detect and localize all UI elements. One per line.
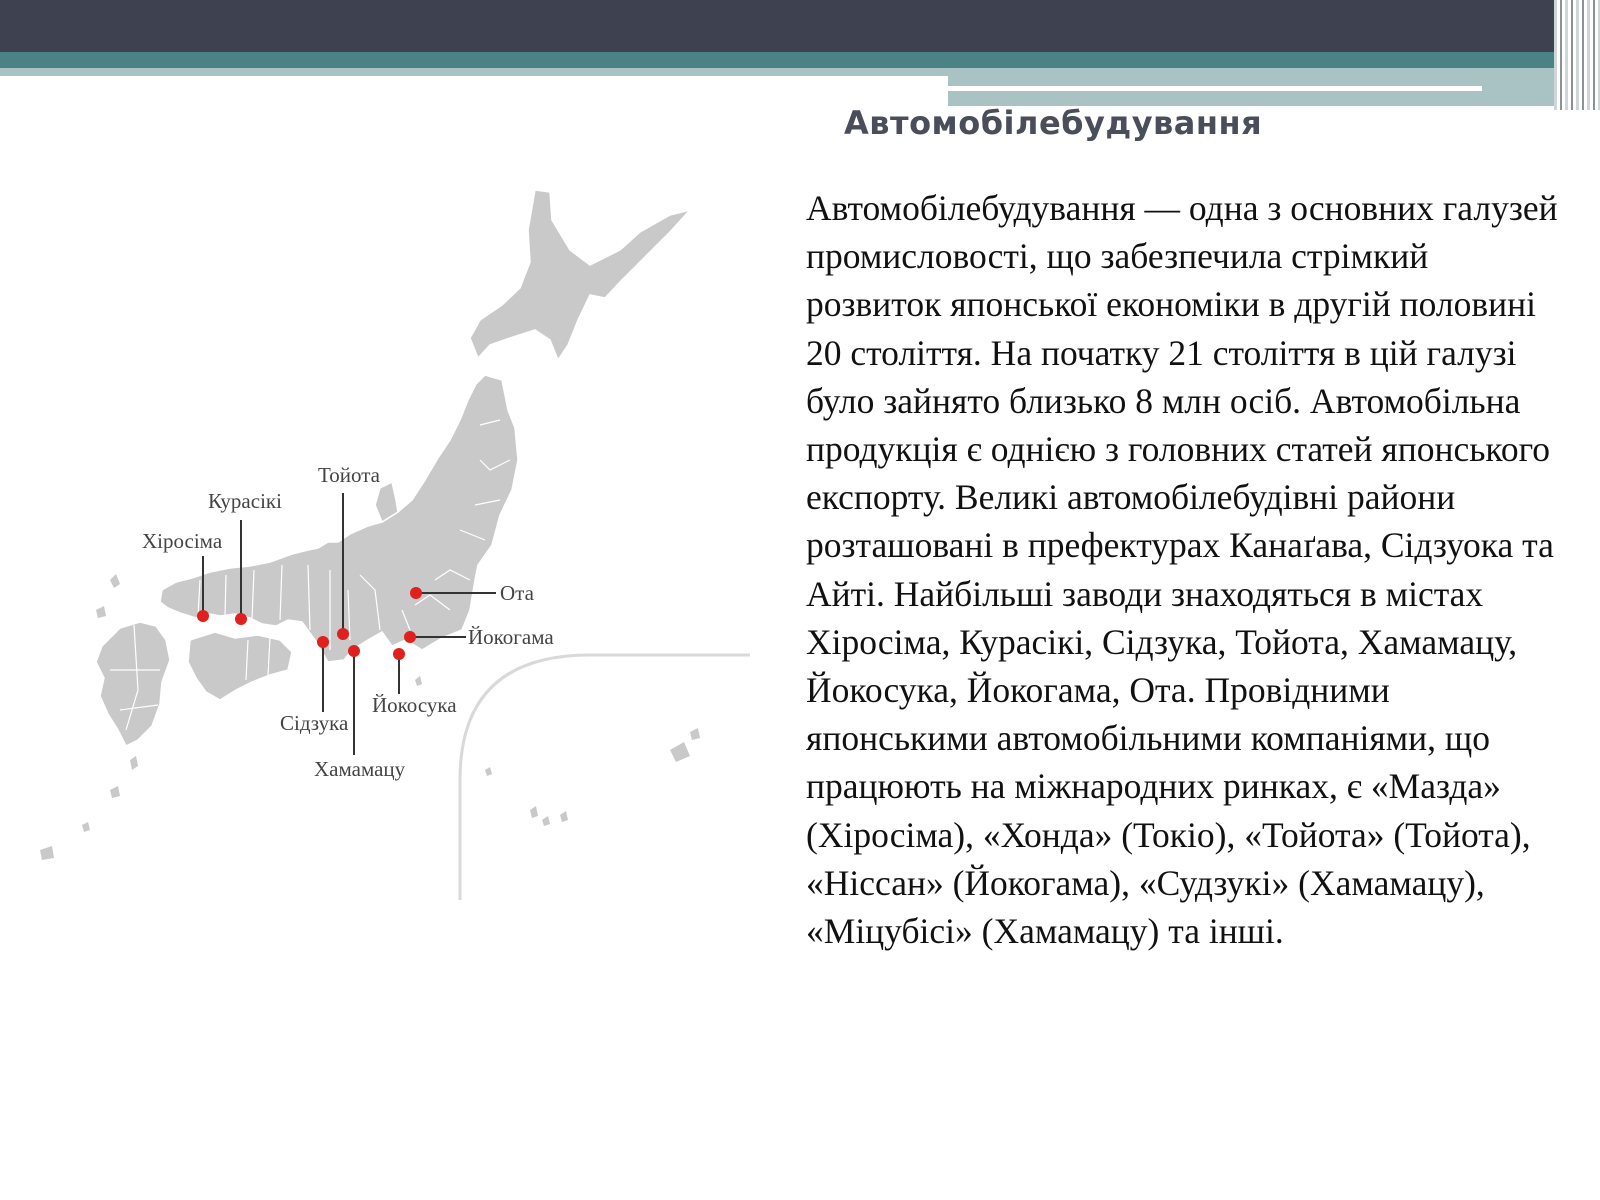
small-island [530,806,538,818]
header-bar-light-left [0,68,948,76]
city-marker-hiroshima [197,610,209,622]
small-island [415,676,422,686]
small-island [40,846,54,860]
city-marker-ota [410,587,422,599]
header-stripes [1554,0,1600,110]
small-island [542,816,550,826]
header-white-line [948,86,1482,91]
map-inset-frame [460,655,750,900]
city-marker-toyota [337,628,349,640]
city-marker-yokohama [404,631,416,643]
city-marker-yokosuka [393,648,405,660]
small-island [485,767,492,776]
city-marker-kurashiki [235,613,247,625]
city-marker-hamamatsu [348,645,360,657]
japan-map-svg [30,170,750,930]
header-bar-teal [0,52,1600,68]
small-island [560,811,568,822]
city-label-hiroshima: Хіросіма [142,529,223,553]
slide-title: Автомобілебудування [844,104,1263,142]
hokkaido-land [470,190,690,360]
city-label-yokosuka: Йокосука [372,693,457,717]
city-label-toyota: Тойота [318,463,380,487]
city-label-yokohama: Йокогама [468,625,554,649]
shikoku-land [188,632,292,700]
small-island [130,756,138,770]
city-label-kurashiki: Курасікі [208,489,282,513]
city-marker-shizuka [317,636,329,648]
slide-body-text: Автомобілебудування — одна з основних галузей промисловості, що забезпечила стрімкий розвиток японської економіки в другій половині 20 століття. На початку 21 століття в цій галузі було зайнято близько 8 млн осіб. Автомобільна продукція є однією з головних статей японського експорту. Великі автомобілебудівні райони розташовані в префектурах Канаґава, Сідзуока та Айті. Найбільші заводи знаходяться в містах Хіросіма, Курасікі, Сідзука, Тойота, Хамамацу, Йокосука, Йокогама, Ота. Провідними японськими автомобільними компаніями, що працюють на міжнародних ринках, є «Мазда» (Хіросіма), «Хонда» (Токіо), «Тойота» (Тойота), «Ніссан» (Йокогама), «Судзукі» (Хамамацу), «Міцубісі» (Хамамацу) та інші. [806,188,1558,952]
japan-map [30,170,750,930]
kyushu-land [96,622,170,746]
honshu-land [160,375,518,662]
header-bar-dark [0,0,1600,52]
small-island [690,728,700,740]
small-island [670,742,690,762]
small-island [110,786,120,798]
city-label-ota: Ота [500,581,534,605]
city-label-shizuka: Сідзука [280,711,349,735]
small-island [96,606,106,618]
small-island [82,822,90,832]
city-label-hamamatsu: Хамамацу [314,757,406,781]
small-island [110,574,120,588]
